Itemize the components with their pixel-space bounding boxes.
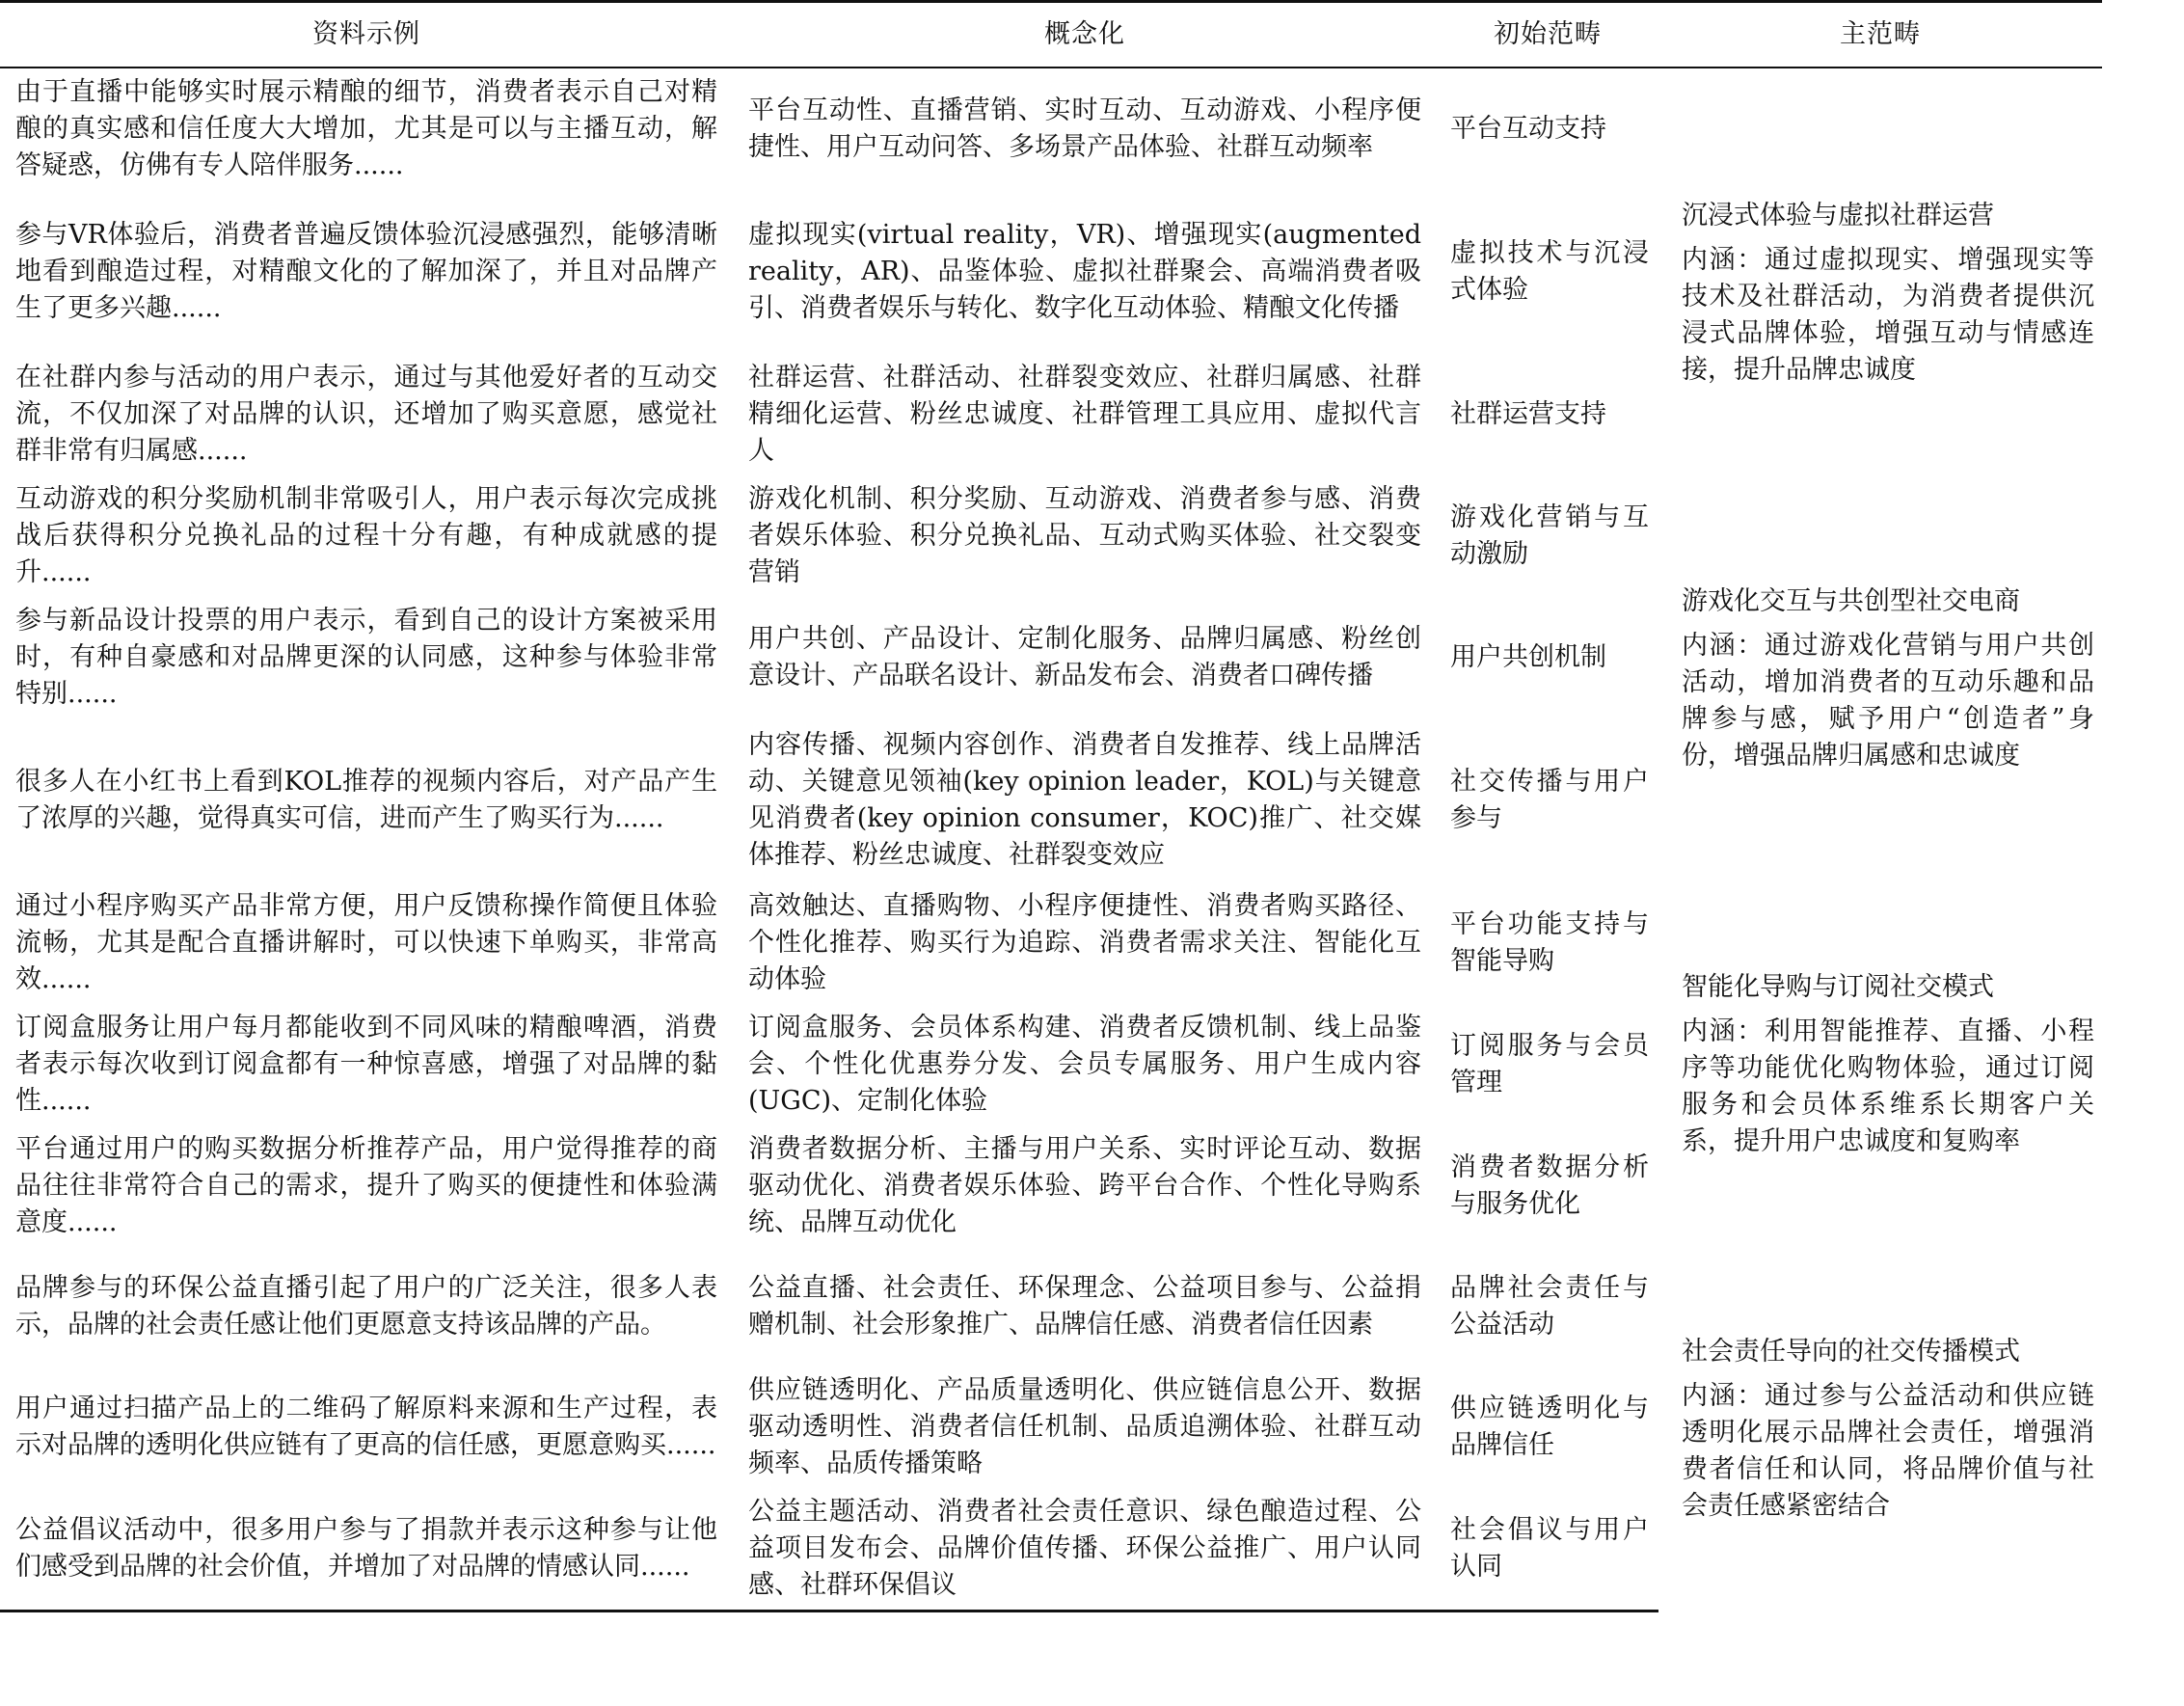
main-category-cell <box>1658 475 2102 882</box>
main-category-name: 社会责任导向的社交传播模式 <box>1682 1336 2020 1367</box>
example-cell: 很多人在小红书上看到KOL推荐的视频内容后，对产品产生了浓厚的兴趣，觉得真实可信，进而产生了购买行为...... <box>15 767 717 833</box>
example-cell: 参与新品设计投票的用户表示，看到自己的设计方案被采用时，有种自豪感和对品牌更深的认同感，这种参与体验非常特别...... <box>15 606 717 709</box>
header-initial-category: 初始范畴 <box>1437 2 1658 68</box>
concept-cell: 平台互动性、直播营销、实时互动、互动游戏、小程序便捷性、用户互动问答、多场景产品体验、社群互动频率 <box>748 95 1421 162</box>
initial-category-cell: 社会倡议与用户认同 <box>1437 1488 1658 1611</box>
concept-cell: 公益直播、社会责任、环保理念、公益项目参与、公益捐赠机制、社会形象推广、品牌信任感、消费者信任因素 <box>748 1273 1421 1340</box>
main-category-definition: 内涵：通过游戏化营销与用户共创活动，增加消费者的互动乐趣和品牌参与感，赋予用户“创造者”身份，增强品牌归属感和忠诚度 <box>1682 631 2094 771</box>
initial-category-cell: 游戏化营销与互动激励 <box>1450 502 1649 569</box>
table-row <box>0 1247 2102 1367</box>
table-row <box>0 68 2102 190</box>
initial-category-cell: 社群运营支持 <box>1450 399 1606 429</box>
main-category-name: 智能化导购与订阅社交模式 <box>1682 972 1994 1002</box>
initial-category-cell: 虚拟技术与沉浸式体验 <box>1450 238 1649 305</box>
concept-cell: 消费者数据分析、主播与用户关系、实时评论互动、数据驱动优化、消费者娱乐体验、跨平台合作、个性化导购系统、品牌互动优化 <box>748 1134 1421 1237</box>
header-row <box>0 2 2102 68</box>
table-row <box>0 882 2102 1004</box>
table-row <box>0 475 2102 597</box>
initial-category-cell: 供应链透明化与品牌信任 <box>1450 1394 1649 1460</box>
table-header <box>0 2 2102 68</box>
example-cell: 订阅盒服务让用户每月都能收到不同风味的精酿啤酒，消费者表示每次收到订阅盒都有一种惊喜感，增强了对品牌的黏性...... <box>15 1013 717 1116</box>
example-cell: 平台通过用户的购买数据分析推荐产品，用户觉得推荐的商品往往非常符合自己的需求，提升了购买的便捷性和体验满意度...... <box>15 1134 717 1237</box>
initial-category-cell: 平台功能支持与智能导购 <box>1450 909 1649 976</box>
example-cell: 在社群内参与活动的用户表示，通过与其他爱好者的互动交流，不仅加深了对品牌的认识，还增加了购买意愿，感觉社群非常有归属感...... <box>15 363 717 466</box>
main-category-cell <box>1658 1247 2102 1611</box>
concept-cell: 公益主题活动、消费者社会责任意识、绿色酿造过程、公益项目发布会、品牌价值传播、环保公益推广、用户认同感、社群环保倡议 <box>733 1488 1437 1611</box>
concept-cell: 供应链透明化、产品质量透明化、供应链信息公开、数据驱动透明性、消费者信任机制、品质追溯体验、社群互动频率、品质传播策略 <box>748 1375 1421 1478</box>
initial-category-cell: 品牌社会责任与公益活动 <box>1450 1273 1649 1340</box>
concept-cell: 高效触达、直播购物、小程序便捷性、消费者购买路径、个性化推荐、购买行为追踪、消费者需求关注、智能化互动体验 <box>748 891 1421 994</box>
header-main-category: 主范畴 <box>1658 2 2102 68</box>
main-category-definition: 内涵：通过虚拟现实、增强现实等技术及社群活动，为消费者提供沉浸式品牌体验，增强互动与情感连接，提升品牌忠诚度 <box>1682 245 2094 385</box>
example-cell: 参与VR体验后，消费者普遍反馈体验沉浸感强烈，能够清晰地看到酿造过程，对精酿文化的了解加深了，并且对品牌产生了更多兴趣...... <box>15 220 717 323</box>
concept-cell: 虚拟现实(virtual reality，VR)、增强现实(augmented reality，AR)、品鉴体验、虚拟社群聚会、高端消费者吸引、消费者娱乐与转化、数字化互动体验、精酿文化传播 <box>748 220 1421 323</box>
example-cell: 用户通过扫描产品上的二维码了解原料来源和生产过程，表示对品牌的透明化供应链有了更高的信任感，更愿意购买...... <box>15 1394 717 1460</box>
initial-category-cell: 用户共创机制 <box>1450 642 1606 672</box>
header-example: 资料示例 <box>0 2 733 68</box>
initial-category-cell: 消费者数据分析与服务优化 <box>1450 1152 1649 1219</box>
concept-cell: 用户共创、产品设计、定制化服务、品牌归属感、粉丝创意设计、产品联名设计、新品发布会、消费者口碑传播 <box>748 624 1421 691</box>
example-cell: 互动游戏的积分奖励机制非常吸引人，用户表示每次完成挑战后获得积分兑换礼品的过程十分有趣，有种成就感的提升...... <box>15 484 717 587</box>
header-concept: 概念化 <box>733 2 1437 68</box>
main-category-cell <box>1658 68 2102 475</box>
initial-category-cell: 订阅服务与会员管理 <box>1450 1031 1649 1097</box>
concept-cell: 社群运营、社群活动、社群裂变效应、社群归属感、社群精细化运营、粉丝忠诚度、社群管理工具应用、虚拟代言人 <box>748 363 1421 466</box>
example-cell: 通过小程序购买产品非常方便，用户反馈称操作简便且体验流畅，尤其是配合直播讲解时，可以快速下单购买，非常高效...... <box>15 891 717 994</box>
main-category-definition: 内涵：通过参与公益活动和供应链透明化展示品牌社会责任，增强消费者信任和认同，将品牌价值与社会责任感紧密结合 <box>1682 1380 2094 1521</box>
concept-cell: 游戏化机制、积分奖励、互动游戏、消费者参与感、消费者娱乐体验、积分兑换礼品、互动式购买体验、社交裂变营销 <box>748 484 1421 587</box>
example-cell: 由于直播中能够实时展示精酿的细节，消费者表示自己对精酿的真实感和信任度大大增加，尤其是可以与主播互动，解答疑惑，仿佛有专人陪伴服务...... <box>15 77 717 180</box>
concept-cell: 订阅盒服务、会员体系构建、消费者反馈机制、线上品鉴会、个性化优惠券分发、会员专属服务、用户生成内容(UGC)、定制化体验 <box>748 1013 1421 1116</box>
main-category-definition: 内涵：利用智能推荐、直播、小程序等功能优化购物体验，通过订阅服务和会员体系维系长期客户关系，提升用户忠诚度和复购率 <box>1682 1016 2094 1156</box>
example-cell: 公益倡议活动中，很多用户参与了捐款并表示这种参与让他们感受到品牌的社会价值，并增加了对品牌的情感认同...... <box>0 1488 733 1611</box>
main-category-cell <box>1658 882 2102 1247</box>
table-body <box>0 68 2102 1611</box>
example-cell: 品牌参与的环保公益直播引起了用户的广泛关注，很多人表示，品牌的社会责任感让他们更愿意支持该品牌的产品。 <box>15 1273 717 1340</box>
initial-category-cell: 平台互动支持 <box>1450 114 1606 144</box>
concept-cell: 内容传播、视频内容创作、消费者自发推荐、线上品牌活动、关键意见领袖(key opinion leader，KOL)与关键意见消费者(key opinion consumer，KOC)推广、社交媒体推荐、粉丝忠诚度、社群裂变效应 <box>748 730 1421 870</box>
initial-category-cell: 社交传播与用户参与 <box>1450 767 1649 833</box>
main-category-name: 沉浸式体验与虚拟社群运营 <box>1682 201 1994 230</box>
main-category-name: 游戏化交互与共创型社交电商 <box>1682 586 2020 616</box>
